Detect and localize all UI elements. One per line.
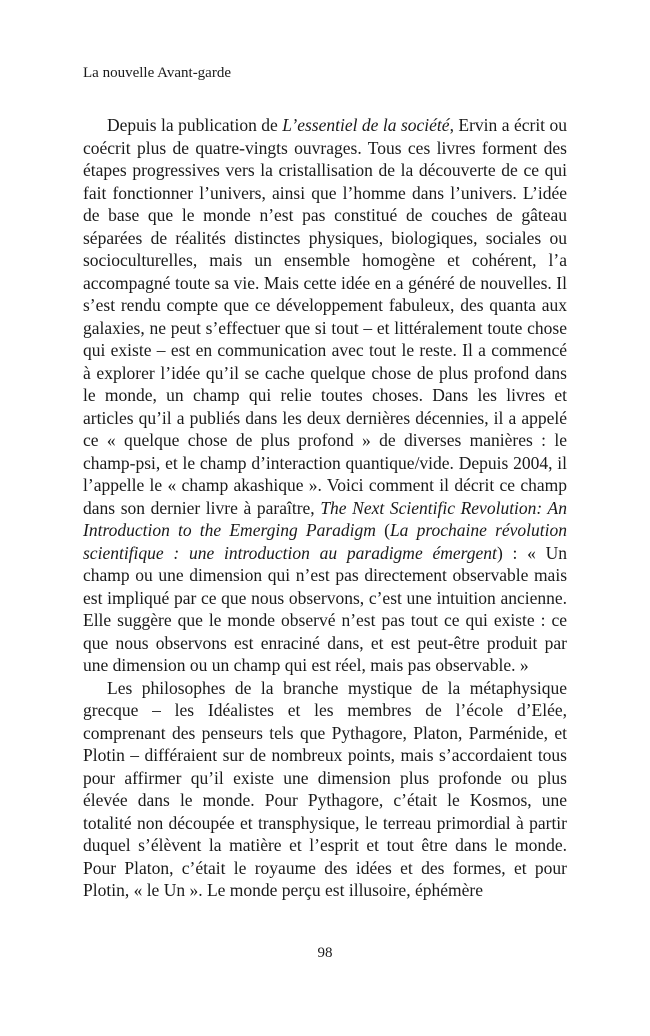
body-text <box>83 114 567 902</box>
text-run: Les philosophes de la branche mystique de la métaphysique grecque – les Idéalistes et les membres de l’école d’Elée, comprenant des penseurs tels que Pythagore, Platon, Parménide, et Plotin – différaient sur de nombreux points, mais s’accordaient tous pour affirmer qu’il existe une dimension plus profonde ou plus élevée dans le monde. Pour Pythagore, c’était le Kosmos, une totalité non découpée et transphysique, le terreau primordial à partir duquel s’élèvent la matière et l’esprit et tout être dans le monde. Pour Platon, c’était le royaume des idées et des formes, et pour Plotin, « le Un ». Le monde perçu est illusoire, éphémère <box>83 677 567 900</box>
text-run: ( <box>375 520 390 540</box>
page-number: 98 <box>317 945 333 961</box>
italic-book-title: La prochaine révolution scientifique : une introduction au paradigme émergent <box>83 520 568 563</box>
paragraph-1 <box>83 114 567 677</box>
italic-book-title: The Next Scientific Revolution: An Introduction to the Emerging Paradigm <box>83 497 567 540</box>
paragraph-2 <box>83 677 567 902</box>
text-run: , Ervin a écrit ou coécrit plus de quatre-vingts ouvrages. Tous ces livres forment des étapes progressives vers la cristallisation de la découverte de ce qui fait fonctionner l’univers, ainsi que l’homme dans l’univers. L’idée de base que le monde n’est pas constitué de couches de gâteau séparées de réalités distinctes physiques, biologiques, sociales ou socioculturelles, mais un ensemble homogène et cohérent, l’a accompagné toute sa vie. Mais cette idée en a généré de nouvelles. Il s’est rendu compte que ce développement fabuleux, des quanta aux galaxies, ne peut s’effectuer que si tout – et littéralement toute chose qui existe – est en communication avec tout le reste. Il a commencé à explorer l’idée qu’il se cache quelque chose de plus profond dans le monde, un champ qui relie toutes choses. Dans les livres et articles qu’il a publiés dans les deux dernières décennies, il a appelé ce « quelque chose de plus profond » de diverses manières : le champ-psi, et le champ d’interaction quantique/vide. Depuis 2004, il l’appelle le « champ akashique ». Voici comment il décrit ce champ dans son dernier livre à paraître, <box>83 115 568 518</box>
text-run: ) : « Un champ ou une dimension qui n’est pas directement observable mais est impliqué par ce que nous observons, c’est une intuition ancienne. Elle suggère que le monde observé n’est pas tout ce qui existe : ce que nous observons est enraciné dans, et est peut-être produit par une dimension ou un champ qui est réel, mais pas observable. » <box>83 542 568 675</box>
text-run: Depuis la publication de <box>107 115 283 135</box>
running-head: La nouvelle Avant-garde <box>83 65 231 81</box>
italic-book-title: L’essentiel de la société <box>282 115 450 135</box>
